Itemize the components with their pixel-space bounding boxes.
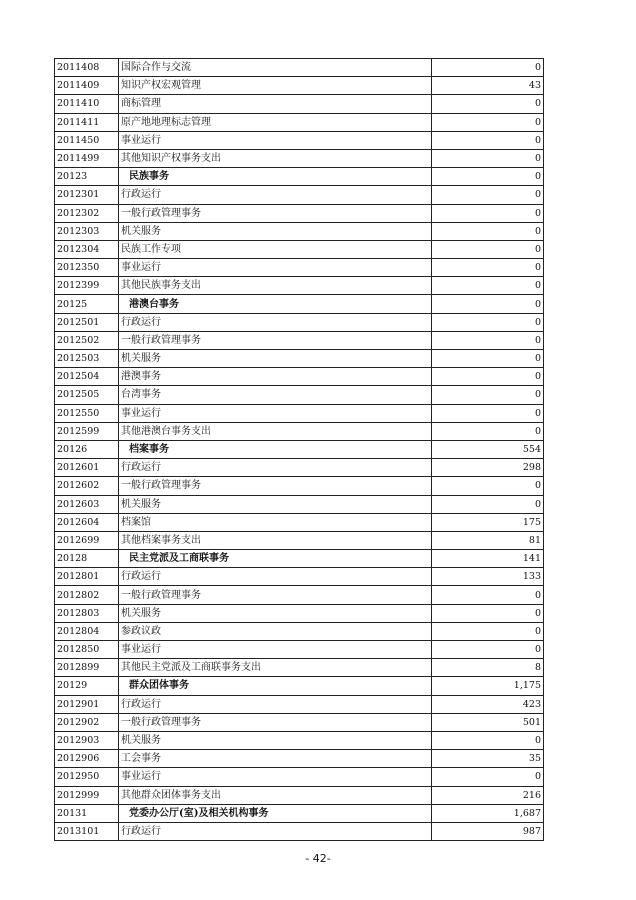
amount-cell: 0 bbox=[432, 186, 544, 204]
amount-cell: 0 bbox=[432, 477, 544, 495]
name-cell: 行政运行 bbox=[119, 568, 432, 586]
amount-cell: 0 bbox=[432, 350, 544, 368]
code-cell: 2012899 bbox=[55, 659, 119, 677]
amount-cell: 298 bbox=[432, 459, 544, 477]
amount-cell: 0 bbox=[432, 168, 544, 186]
table-row bbox=[55, 604, 544, 622]
amount-cell: 81 bbox=[432, 531, 544, 549]
name-cell: 行政运行 bbox=[119, 186, 432, 204]
amount-cell: 0 bbox=[432, 731, 544, 749]
code-cell: 2012604 bbox=[55, 513, 119, 531]
budget-table bbox=[54, 58, 544, 841]
table-row bbox=[55, 695, 544, 713]
table-row bbox=[55, 77, 544, 95]
code-cell: 2012550 bbox=[55, 404, 119, 422]
table-row bbox=[55, 131, 544, 149]
amount-cell: 0 bbox=[432, 149, 544, 167]
name-cell: 其他知识产权事务支出 bbox=[119, 149, 432, 167]
table-row bbox=[55, 750, 544, 768]
code-cell: 2012501 bbox=[55, 313, 119, 331]
amount-cell: 0 bbox=[432, 295, 544, 313]
code-cell: 2012601 bbox=[55, 459, 119, 477]
amount-cell: 0 bbox=[432, 259, 544, 277]
amount-cell: 0 bbox=[432, 368, 544, 386]
name-cell: 事业运行 bbox=[119, 259, 432, 277]
amount-cell: 1,687 bbox=[432, 804, 544, 822]
name-cell: 民族事务 bbox=[119, 168, 432, 186]
amount-cell: 554 bbox=[432, 440, 544, 458]
amount-cell: 0 bbox=[432, 495, 544, 513]
name-cell: 机关服务 bbox=[119, 222, 432, 240]
code-cell: 2011450 bbox=[55, 131, 119, 149]
name-cell: 其他档案事务支出 bbox=[119, 531, 432, 549]
amount-cell: 0 bbox=[432, 604, 544, 622]
name-cell: 机关服务 bbox=[119, 731, 432, 749]
amount-cell: 987 bbox=[432, 822, 544, 840]
code-cell: 2012303 bbox=[55, 222, 119, 240]
table-row bbox=[55, 404, 544, 422]
table-row bbox=[55, 622, 544, 640]
code-cell: 2012399 bbox=[55, 277, 119, 295]
name-cell: 工会事务 bbox=[119, 750, 432, 768]
amount-cell: 0 bbox=[432, 277, 544, 295]
name-cell: 知识产权宏观管理 bbox=[119, 77, 432, 95]
table-row bbox=[55, 531, 544, 549]
code-cell: 2012999 bbox=[55, 786, 119, 804]
name-cell: 国际合作与交流 bbox=[119, 59, 432, 77]
code-cell: 20131 bbox=[55, 804, 119, 822]
name-cell: 民族工作专项 bbox=[119, 240, 432, 258]
name-cell: 行政运行 bbox=[119, 822, 432, 840]
name-cell: 其他群众团体事务支出 bbox=[119, 786, 432, 804]
table-row bbox=[55, 204, 544, 222]
name-cell: 机关服务 bbox=[119, 495, 432, 513]
code-cell: 2012505 bbox=[55, 386, 119, 404]
name-cell: 其他民主党派及工商联事务支出 bbox=[119, 659, 432, 677]
code-cell: 2012903 bbox=[55, 731, 119, 749]
code-cell: 2012602 bbox=[55, 477, 119, 495]
amount-cell: 0 bbox=[432, 422, 544, 440]
code-cell: 2012350 bbox=[55, 259, 119, 277]
category-row bbox=[55, 550, 544, 568]
table-row bbox=[55, 222, 544, 240]
name-cell: 档案事务 bbox=[119, 440, 432, 458]
table-row bbox=[55, 477, 544, 495]
code-cell: 2012699 bbox=[55, 531, 119, 549]
amount-cell: 0 bbox=[432, 313, 544, 331]
amount-cell: 0 bbox=[432, 331, 544, 349]
name-cell: 一般行政管理事务 bbox=[119, 713, 432, 731]
budget-table-body bbox=[55, 59, 544, 841]
table-row bbox=[55, 95, 544, 113]
amount-cell: 0 bbox=[432, 204, 544, 222]
table-row bbox=[55, 113, 544, 131]
code-cell: 2012503 bbox=[55, 350, 119, 368]
code-cell: 2012850 bbox=[55, 641, 119, 659]
amount-cell: 0 bbox=[432, 622, 544, 640]
table-row bbox=[55, 259, 544, 277]
amount-cell: 216 bbox=[432, 786, 544, 804]
table-row bbox=[55, 568, 544, 586]
name-cell: 机关服务 bbox=[119, 350, 432, 368]
code-cell: 2011409 bbox=[55, 77, 119, 95]
table-row bbox=[55, 149, 544, 167]
name-cell: 一般行政管理事务 bbox=[119, 586, 432, 604]
code-cell: 2012902 bbox=[55, 713, 119, 731]
code-cell: 20123 bbox=[55, 168, 119, 186]
code-cell: 20128 bbox=[55, 550, 119, 568]
name-cell: 行政运行 bbox=[119, 459, 432, 477]
name-cell: 群众团体事务 bbox=[119, 677, 432, 695]
category-row bbox=[55, 168, 544, 186]
code-cell: 2012950 bbox=[55, 768, 119, 786]
table-row bbox=[55, 731, 544, 749]
code-cell: 20125 bbox=[55, 295, 119, 313]
table-row bbox=[55, 659, 544, 677]
table-row bbox=[55, 368, 544, 386]
table-row bbox=[55, 331, 544, 349]
code-cell: 2012599 bbox=[55, 422, 119, 440]
table-row bbox=[55, 786, 544, 804]
name-cell: 一般行政管理事务 bbox=[119, 204, 432, 222]
table-row bbox=[55, 277, 544, 295]
name-cell: 一般行政管理事务 bbox=[119, 331, 432, 349]
amount-cell: 1,175 bbox=[432, 677, 544, 695]
table-row bbox=[55, 350, 544, 368]
code-cell: 2012804 bbox=[55, 622, 119, 640]
code-cell: 2012906 bbox=[55, 750, 119, 768]
amount-cell: 8 bbox=[432, 659, 544, 677]
name-cell: 港澳台事务 bbox=[119, 295, 432, 313]
amount-cell: 0 bbox=[432, 641, 544, 659]
name-cell: 机关服务 bbox=[119, 604, 432, 622]
amount-cell: 0 bbox=[432, 113, 544, 131]
amount-cell: 0 bbox=[432, 240, 544, 258]
amount-cell: 0 bbox=[432, 586, 544, 604]
code-cell: 2012302 bbox=[55, 204, 119, 222]
name-cell: 参政议政 bbox=[119, 622, 432, 640]
code-cell: 2011499 bbox=[55, 149, 119, 167]
category-row bbox=[55, 677, 544, 695]
code-cell: 20129 bbox=[55, 677, 119, 695]
amount-cell: 501 bbox=[432, 713, 544, 731]
name-cell: 商标管理 bbox=[119, 95, 432, 113]
code-cell: 2012803 bbox=[55, 604, 119, 622]
category-row bbox=[55, 804, 544, 822]
code-cell: 2012504 bbox=[55, 368, 119, 386]
amount-cell: 0 bbox=[432, 95, 544, 113]
name-cell: 港澳事务 bbox=[119, 368, 432, 386]
table-row bbox=[55, 459, 544, 477]
table-row bbox=[55, 513, 544, 531]
amount-cell: 0 bbox=[432, 404, 544, 422]
amount-cell: 133 bbox=[432, 568, 544, 586]
table-row bbox=[55, 59, 544, 77]
table-row bbox=[55, 313, 544, 331]
name-cell: 事业运行 bbox=[119, 768, 432, 786]
name-cell: 党委办公厅(室)及相关机构事务 bbox=[119, 804, 432, 822]
code-cell: 2013101 bbox=[55, 822, 119, 840]
amount-cell: 43 bbox=[432, 77, 544, 95]
code-cell: 20126 bbox=[55, 440, 119, 458]
name-cell: 行政运行 bbox=[119, 313, 432, 331]
code-cell: 2012801 bbox=[55, 568, 119, 586]
amount-cell: 0 bbox=[432, 386, 544, 404]
amount-cell: 423 bbox=[432, 695, 544, 713]
name-cell: 其他民族事务支出 bbox=[119, 277, 432, 295]
name-cell: 一般行政管理事务 bbox=[119, 477, 432, 495]
code-cell: 2012603 bbox=[55, 495, 119, 513]
table-row bbox=[55, 768, 544, 786]
code-cell: 2012502 bbox=[55, 331, 119, 349]
code-cell: 2012301 bbox=[55, 186, 119, 204]
table-row bbox=[55, 822, 544, 840]
name-cell: 事业运行 bbox=[119, 641, 432, 659]
category-row bbox=[55, 440, 544, 458]
amount-cell: 0 bbox=[432, 768, 544, 786]
table-row bbox=[55, 495, 544, 513]
name-cell: 其他港澳台事务支出 bbox=[119, 422, 432, 440]
page-number: - 42- bbox=[305, 852, 331, 865]
name-cell: 事业运行 bbox=[119, 404, 432, 422]
amount-cell: 0 bbox=[432, 59, 544, 77]
name-cell: 原产地地理标志管理 bbox=[119, 113, 432, 131]
table-row bbox=[55, 713, 544, 731]
amount-cell: 175 bbox=[432, 513, 544, 531]
table-row bbox=[55, 386, 544, 404]
table-row bbox=[55, 240, 544, 258]
name-cell: 档案馆 bbox=[119, 513, 432, 531]
amount-cell: 141 bbox=[432, 550, 544, 568]
category-row bbox=[55, 295, 544, 313]
amount-cell: 0 bbox=[432, 222, 544, 240]
table-row bbox=[55, 641, 544, 659]
name-cell: 事业运行 bbox=[119, 131, 432, 149]
name-cell: 台湾事务 bbox=[119, 386, 432, 404]
code-cell: 2011408 bbox=[55, 59, 119, 77]
code-cell: 2012802 bbox=[55, 586, 119, 604]
amount-cell: 35 bbox=[432, 750, 544, 768]
name-cell: 民主党派及工商联事务 bbox=[119, 550, 432, 568]
table-row bbox=[55, 186, 544, 204]
code-cell: 2012304 bbox=[55, 240, 119, 258]
table-row bbox=[55, 586, 544, 604]
code-cell: 2012901 bbox=[55, 695, 119, 713]
amount-cell: 0 bbox=[432, 131, 544, 149]
code-cell: 2011411 bbox=[55, 113, 119, 131]
table-row bbox=[55, 422, 544, 440]
name-cell: 行政运行 bbox=[119, 695, 432, 713]
code-cell: 2011410 bbox=[55, 95, 119, 113]
